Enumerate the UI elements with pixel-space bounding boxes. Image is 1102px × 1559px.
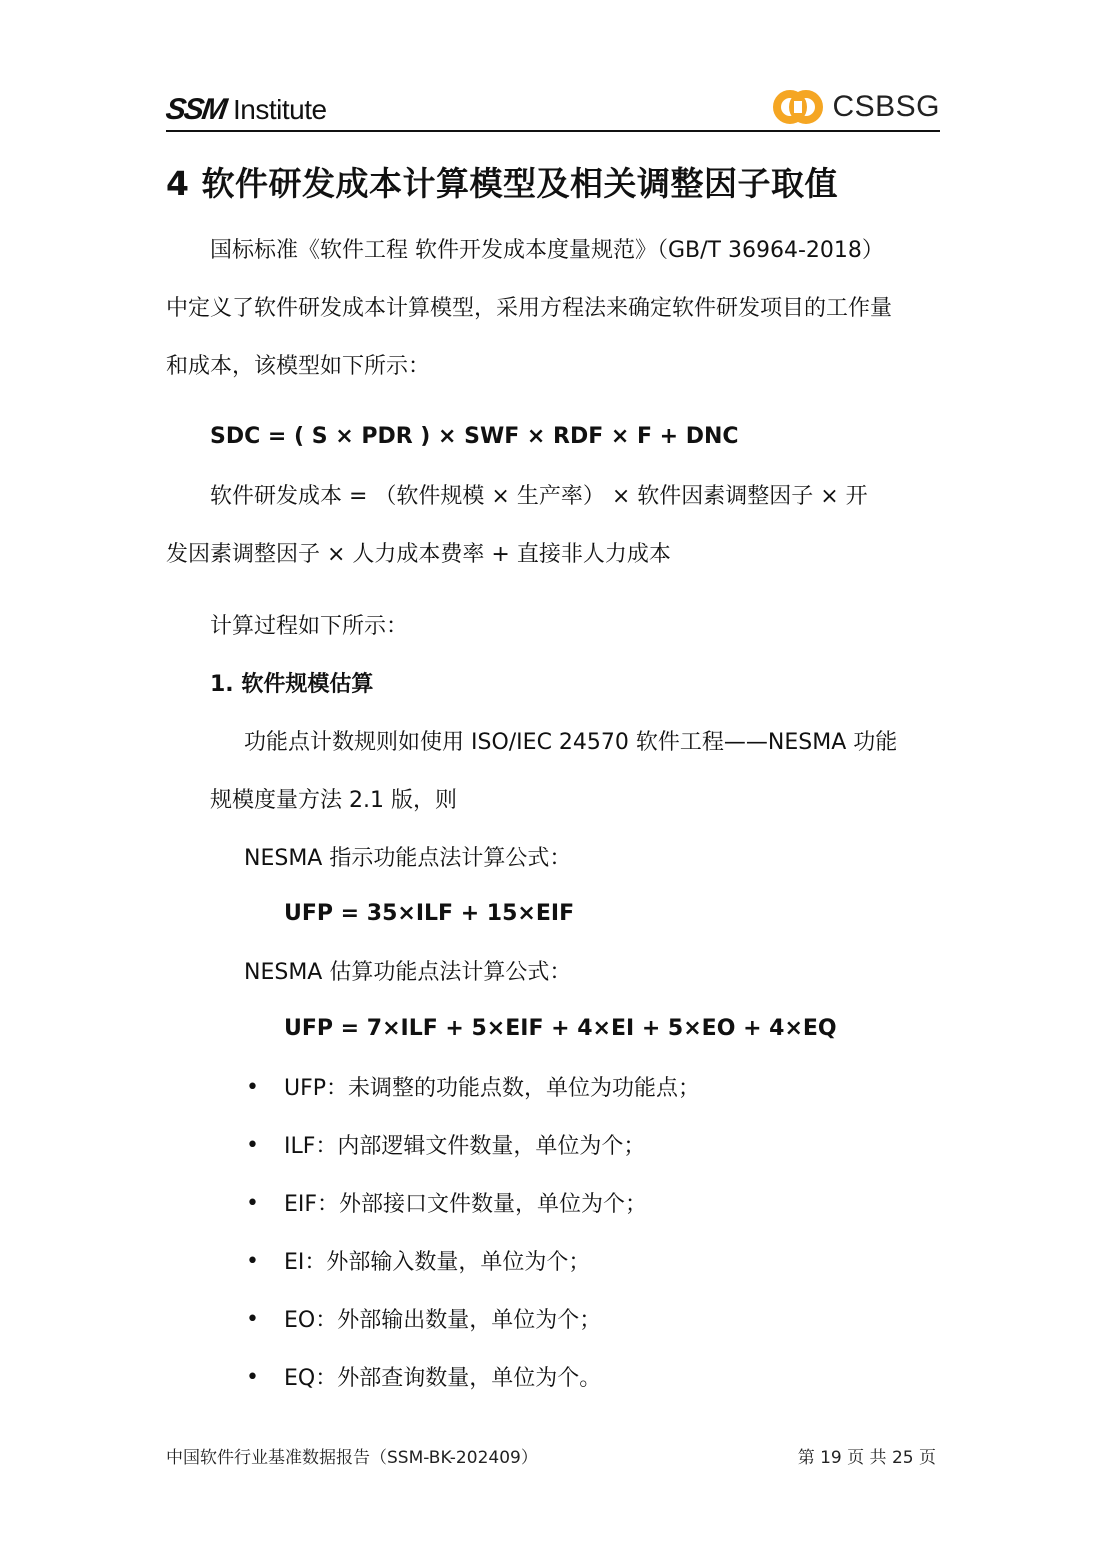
bullet-icon: • [246,1191,259,1216]
csbsg-logo [772,86,940,128]
main-formula: SDC = ( S × PDR ) × SWF × RDF × F + DNC [210,424,739,449]
list-item: ILF：内部逻辑文件数量，单位为个； [284,1134,646,1159]
list-item: EQ：外部查询数量，单位为个。 [284,1366,602,1391]
intro-line-3: 和成本，该模型如下所示： [166,354,431,379]
estimated-formula: UFP = 7×ILF + 5×EIF + 4×EI + 5×EO + 4×EQ [284,1016,837,1041]
bullet-icon: • [246,1307,259,1332]
indicative-method-label: NESMA 指示功能点法计算公式： [244,846,572,871]
ssm-institute-logo [163,90,327,130]
intro-line-2: 中定义了软件研发成本计算模型，采用方程法来确定软件研发项目的工作量 [166,296,893,321]
section-heading: 4 软件研发成本计算模型及相关调整因子取值 [166,164,838,203]
csbsg-logo-icon [772,87,824,127]
bullet-icon: • [246,1365,259,1390]
formula-explain-line-2: 发因素调整因子 × 人力成本费率 + 直接非人力成本 [166,542,671,567]
list-item: UFP：未调整的功能点数，单位为功能点； [284,1076,701,1101]
process-intro: 计算过程如下所示： [210,614,409,639]
list-item: EO：外部输出数量，单位为个； [284,1308,602,1333]
bullet-icon: • [246,1133,259,1158]
header-divider [166,130,940,132]
section1-text-line-1: 功能点计数规则如使用 ISO/IEC 24570 软件工程——NESMA 功能 [244,730,898,755]
bullet-icon: • [246,1249,259,1274]
bullet-icon: • [246,1075,259,1100]
csbsg-logo-text: CSBSG [832,90,940,123]
footer-page-number: 第 19 页 共 25 页 [797,1448,936,1468]
list-item: EI：外部输入数量，单位为个； [284,1250,591,1275]
ssm-logo-mark: SSM [163,93,228,126]
indicative-formula: UFP = 35×ILF + 15×EIF [284,901,575,926]
section1-text-line-2: 规模度量方法 2.1 版，则 [210,788,457,813]
footer-report-title: 中国软件行业基准数据报告（SSM-BK-202409） [166,1448,538,1468]
formula-explain-line-1: 软件研发成本 = （软件规模 × 生产率） × 软件因素调整因子 × 开 [210,484,868,509]
subsection-title: 1. 软件规模估算 [210,672,374,697]
estimated-method-label: NESMA 估算功能点法计算公式： [244,960,572,985]
intro-line-1: 国标标准《软件工程 软件开发成本度量规范》（GB/T 36964-2018） [210,238,884,263]
list-item: EIF：外部接口文件数量，单位为个； [284,1192,648,1217]
ssm-logo-text: Institute [233,94,327,125]
